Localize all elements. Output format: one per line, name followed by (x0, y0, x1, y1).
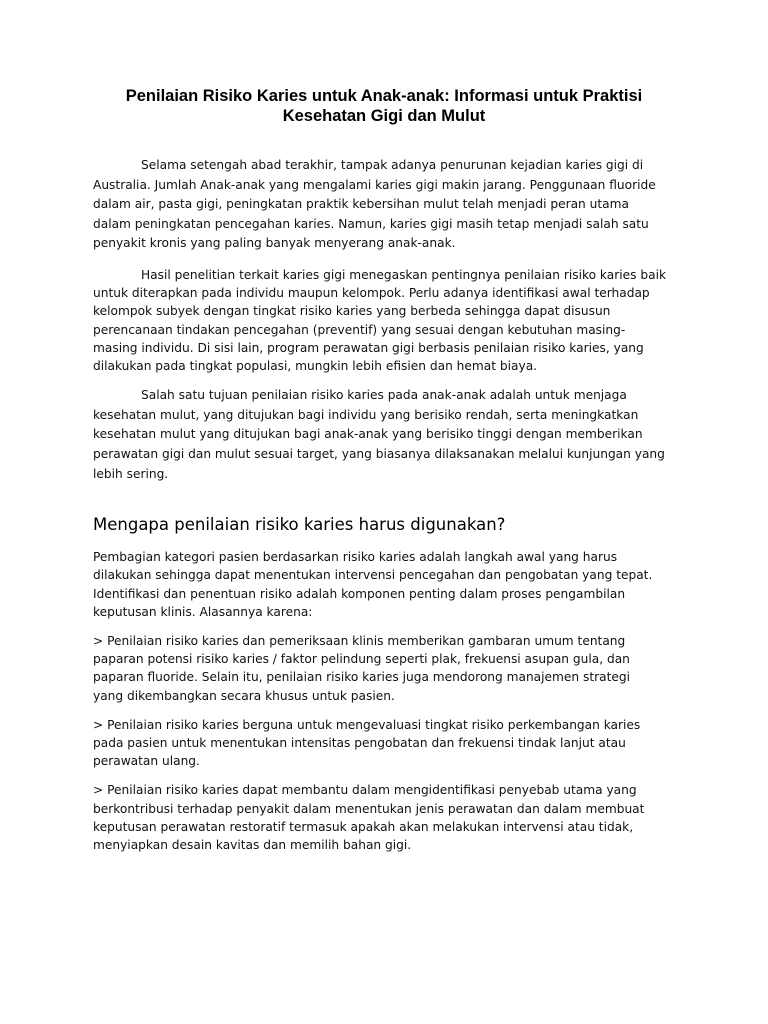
paragraph-line: dalam peningkatan pencegahan karies. Namun, karies gigi masih tetap menjadi salah satu (93, 216, 649, 231)
paragraph-line: keputusan perawatan restoratif termasuk apakah akan melakukan intervensi atau tidak, (93, 819, 634, 834)
paragraph-line: dilakukan sehingga dapat menentukan intervensi pencegahan dan pengobatan yang tepat. (93, 568, 653, 583)
reason-item-1 (93, 632, 675, 705)
paragraph-spacer (93, 254, 675, 266)
paragraph-line: pada pasien untuk menentukan intensitas pengobatan dan frekuensi tindak lanjut atau (93, 735, 626, 750)
document-title (93, 86, 675, 126)
paragraph-line: Selama setengah abad terakhir, tampak adanya penurunan kejadian karies gigi di (141, 158, 644, 172)
paragraph-spacer (93, 621, 675, 632)
paragraph-line: untuk diterapkan pada individu maupun kelompok. Perlu adanya identifikasi awal terhadap (93, 286, 650, 301)
paragraph-line: Identifikasi dan penentuan risiko adalah komponen penting dalam proses pengambilan (93, 586, 626, 601)
paragraph-line: > Penilaian risiko karies dan pemeriksaan klinis memberikan gambaran umum tentang (93, 633, 626, 648)
paragraph-line: Salah satu tujuan penilaian risiko karies pada anak-anak adalah untuk menjaga (141, 388, 627, 403)
paragraph-line: masing individu. Di sisi lain, program perawatan gigi berbasis penilaian risiko karies, yang (93, 340, 644, 355)
reason-item-2 (93, 716, 675, 771)
paragraph-line: perawatan gigi dan mulut sesuai target, yang biasanya dilaksanakan melalui kunjungan yang (93, 446, 665, 461)
paragraph-line: paparan potensi risiko karies / faktor pelindung seperti plak, frekuensi asupan gula, dan (93, 652, 630, 667)
paragraph-line: > Penilaian risiko karies berguna untuk mengevaluasi tingkat risiko perkembangan karies (93, 717, 641, 732)
section-paragraph-1 (93, 548, 675, 621)
intro-paragraph-3 (93, 386, 675, 484)
paragraph-line: Hasil penelitian terkait karies gigi menegaskan pentingnya penilaian risiko karies baik (141, 267, 667, 282)
paragraph-line: kesehatan mulut yang ditujukan bagi anak-anak yang berisiko tinggi dengan memberikan (93, 427, 643, 442)
paragraph-line: keputusan klinis. Alasannya karena: (93, 604, 313, 619)
paragraph-line: dilakukan pada tingkat populasi, mungkin lebih efisien dan hemat biaya. (93, 358, 538, 373)
paragraph-line: paparan fluoride. Selain itu, penilaian risiko karies juga mendorong manajemen strategi (93, 670, 631, 685)
document-title-line-2: Kesehatan Gigi dan Mulut (282, 107, 486, 125)
section-heading: Mengapa penilaian risiko karies harus digunakan? (93, 515, 506, 535)
intro-paragraph-1 (93, 156, 675, 254)
paragraph-line: Australia. Jumlah Anak-anak yang mengalami karies gigi makin jarang. Penggunaan fluoride (93, 177, 656, 192)
heading-spacer (93, 536, 675, 548)
paragraph-line: lebih sering. (93, 466, 169, 481)
paragraph-line: penyakit kronis yang paling banyak menyerang anak-anak. (93, 236, 456, 251)
paragraph-spacer (93, 770, 675, 781)
paragraph-line: kesehatan mulut, yang ditujukan bagi individu yang berisiko rendah, serta meningkatkan (93, 407, 639, 422)
section-spacer (93, 484, 675, 514)
intro-paragraph-2 (93, 266, 675, 375)
paragraph-line: > Penilaian risiko karies dapat membantu dalam mengidentifikasi penyebab utama yang (93, 783, 637, 798)
paragraph-spacer (93, 375, 675, 386)
paragraph-line: Pembagian kategori pasien berdasarkan risiko karies adalah langkah awal yang harus (93, 550, 618, 565)
paragraph-spacer (93, 705, 675, 716)
reason-item-3 (93, 781, 675, 854)
paragraph-line: berkontribusi terhadap penyakit dalam menentukan jenis perawatan dan dalam membuat (93, 801, 645, 816)
paragraph-line: dalam air, pasta gigi, peningkatan praktik kebersihan mulut telah menjadi peran utama (93, 197, 629, 212)
paragraph-line: kelompok subyek dengan tingkat risiko karies yang berbeda sehingga dapat disusun (93, 304, 611, 319)
document-title-line-1: Penilaian Risiko Karies untuk Anak-anak: Informasi untuk Praktisi (125, 87, 643, 105)
paragraph-line: menyiapkan desain kavitas dan memilih bahan gigi. (93, 838, 412, 852)
paragraph-line: perencanaan tindakan pencegahan (preventif) yang sesuai dengan kebutuhan masing- (93, 322, 626, 337)
paragraph-line: yang dikembangkan secara khusus untuk pasien. (93, 688, 395, 703)
paragraph-line: perawatan ulang. (93, 754, 200, 769)
